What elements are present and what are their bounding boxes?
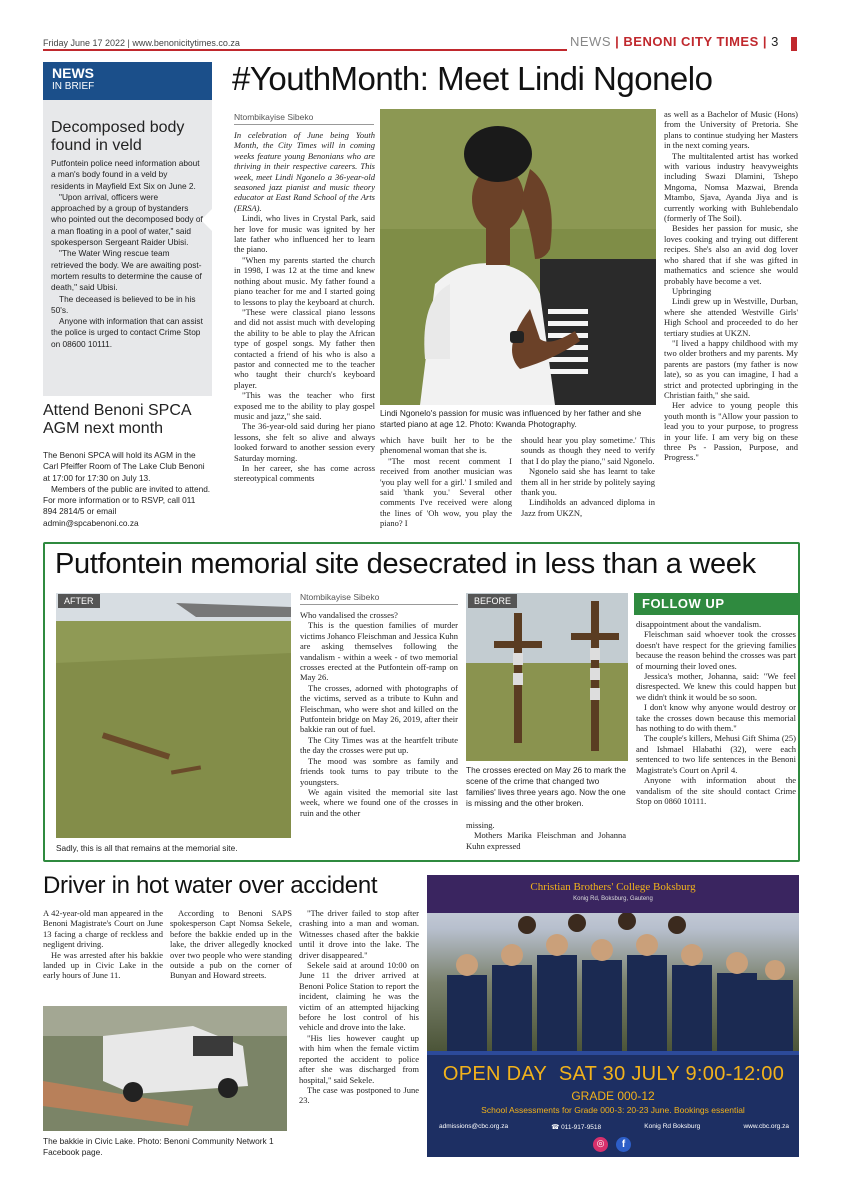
masthead-date-url: Friday June 17 2022 | www.benonicitytimes.co.za	[43, 38, 240, 48]
paragraph: A 42-year-old man appeared in the Benoni Magistrate's Court on June 13 facing a charge of reckless and negligent driving.	[43, 908, 163, 950]
paragraph: The couple's killers, Mehusi Gift Shima (25) and Ishmael Hlabathi (32), were each sentenced to two life sentences in the Benoni Magistrate's Court on April 4.	[636, 733, 796, 775]
paragraph: The mood was sombre as family and friends took turns to pay tribute to the youngsters.	[300, 755, 458, 787]
paragraph: Members of the public are invited to attend. For more information or to RSVP, call 011 894 2814/5 or email admin@spcabenoni.co.za	[43, 483, 211, 528]
paragraph: which have built her to be the phenomenal woman that she is.	[380, 435, 512, 456]
after-caption: Sadly, this is all that remains at the memorial site.	[56, 843, 238, 853]
subhead-upbringing: Upbringing	[672, 285, 712, 296]
paragraph: The Benoni SPCA will hold its AGM in the Carl Pfeiffer Room of The Lake Club Benoni at 17:00 for 17:30 on July 13.	[43, 450, 205, 483]
paragraph: Lindi grew up in Westville, Durban, where she attended Westville Girls' High School and proceeded to do her tertiary studies at UKZN.	[664, 296, 798, 338]
putfontein-column-1	[300, 610, 458, 818]
ad-phone-group	[551, 1123, 601, 1131]
ad-open-day-label: OPEN DAY	[442, 1063, 548, 1085]
paragraph: This is the question families of murder victims Johanco Fleischman and Jessica Kuhn are asking themselves following the vandalism - within a week - of two memorial crosses erected at the Putfontein off-ramp on May 26.	[300, 620, 458, 683]
cbc-open-day-advert[interactable]	[427, 875, 799, 1157]
brief-story-body	[51, 158, 203, 350]
paragraph: The deceased is believed to be in his 50's.	[51, 293, 196, 315]
youthmonth-headline: #YouthMonth: Meet Lindi Ngonelo	[232, 60, 713, 97]
paragraph: should hear you play sometime.' This sounds as though they need to verify that I do play the piano," said Ngonelo.	[521, 435, 655, 466]
paragraph: The City Times was at the heartfelt tribute the day the crosses were put up.	[300, 734, 458, 756]
paragraph: Ngonelo said she has learnt to take them all in her stride by politely saying thank you.	[521, 466, 655, 498]
ad-email[interactable]: admissions@cbc.org.za	[439, 1123, 509, 1130]
ad-address: Konig Rd Boksburg	[644, 1123, 701, 1130]
paragraph: Anyone with information about the vandalism of the site should contact Crime Stop on 0860 10111.	[636, 775, 796, 806]
brief-headline-spca: Attend Benoni SPCA AGM next month	[43, 402, 191, 437]
paragraph: Jessica's mother, Johanna, said: "We feel disrespected. We knew this could happen but we didn't think it would be so soon.	[636, 671, 796, 702]
paragraph: Sekele said at around 10:00 on June 11 the driver arrived at Benoni Police Station to report the incident, claiming he was the victim of an attempted hijacking before he lost control of his vehicle and drove into the lake.	[299, 960, 419, 1033]
paragraph: I don't know why anyone would destroy or take the crosses down because this memorial has nothing to do with them."	[636, 702, 796, 734]
news-in-brief-tab	[43, 62, 212, 100]
paragraph: Putfontein police need information about a man's body found in a veld by residents in Mayfield Ext Six on June 2.	[51, 158, 200, 191]
paragraph: Who vandalised the crosses?	[300, 610, 398, 620]
before-caption: The crosses erected on May 26 to mark the scene of the crime that changed two families' lives three years ago. Now the one is missing and the other broken.	[466, 765, 627, 808]
brief-headline-body: Decomposed body found in veld	[51, 119, 185, 154]
paragraph: "The Water Wing rescue team retrieved the body. We are awaiting post-mortem results to determine the cause of death," said Ubisi.	[51, 248, 202, 293]
lindi-ngonelo-photo	[380, 109, 656, 405]
youthmonth-column-3	[521, 435, 655, 518]
paragraph: "These were classical piano lessons and did not assist much with developing the ability to be able to play the African type of gospel songs. My father then contacted a friend of his who is also a pastor and connected me to the teacher who taught their church's keyboard player.	[234, 306, 375, 390]
putfontein-byline: Ntombikayise Sibeko	[300, 592, 380, 602]
youthmonth-byline: Ntombikayise Sibeko	[234, 112, 314, 122]
paragraph: Mothers Marika Fleischman and Johanna Kuhn expressed	[466, 830, 626, 851]
paragraph: missing.	[466, 820, 495, 830]
phone-icon: ☎	[551, 1124, 562, 1131]
facebook-icon[interactable]: f	[616, 1137, 631, 1152]
paragraph: "When my parents started the church in 1998, I was 12 at the time and knew nothing about music. My father found a piano teacher for me and I started going to lessons to play the keyboard at church.	[234, 254, 375, 307]
news-in-brief-title: NEWS	[52, 65, 94, 81]
paragraph: We again visited the memorial site last week, where we found one of the crosses in ruin and the other	[300, 786, 458, 818]
paragraph: Lindi, who lives in Crystal Park, said her love for music was ignited by her late father who influenced her to learn the piano.	[234, 213, 375, 255]
paragraph: "This was the teacher who first exposed me to the ability to play gospel music and jazz," she said.	[234, 390, 375, 421]
students-group-illustration	[427, 905, 799, 1055]
ad-grades: GRADE 000-12	[571, 1089, 655, 1103]
paragraph: Besides her passion for music, she loves cooking and trying out different recipes. She's also an avid dog lover who shared that if she was gifted in mathematics and science she would probably have become a vet.	[664, 223, 798, 286]
bakkie-in-lake-photo	[43, 1006, 287, 1131]
ad-school-address-top: Konig Rd, Boksburg, Gauteng	[573, 896, 653, 902]
paragraph: The case was postponed to June 23.	[299, 1084, 419, 1106]
follow-up-banner: FOLLOW UP	[634, 593, 798, 615]
ad-assessments: School Assessments for Grade 000-3: 20-23 June. Bookings essential	[481, 1105, 745, 1115]
instagram-icon[interactable]: ◎	[593, 1137, 608, 1152]
paragraph: disappointment about the vandalism.	[636, 619, 762, 629]
paragraph: "His lies however caught up with him when the female victim reported the accident to police after she was discharged from hospital," said Sekele.	[299, 1032, 419, 1085]
paragraph: Her advice to young people this youth month is "Allow your passion to lead you to your purpose, to progress in your life. I am very big on these three Ps - Passion, Purpose, and Progress."	[664, 400, 798, 463]
paragraph: Fleischman said whoever took the crosses doesn't have respect for the grieving families because the reason behind the crosses was part of mourning their loved ones.	[636, 629, 796, 671]
ad-website[interactable]: www.cbc.org.za	[743, 1123, 789, 1130]
before-tag: BEFORE	[468, 594, 517, 608]
memorial-after-illustration	[56, 593, 291, 838]
paragraph: The crosses, adorned with photographs of the victims, served as a tribute to Kuhn and Fleischman, who were shot and killed on the Putfontein bridge on May 26, 2019, after their bakkie ran out of fuel.	[300, 682, 458, 735]
paragraph: Lindiholds an advanced diploma in Jazz from UKZN,	[521, 497, 655, 518]
youthmonth-photo-caption: Lindi Ngonelo's passion for music was influenced by her father and she started piano at age 12. Photo: Kwanda Photography.	[380, 408, 642, 429]
youthmonth-column-4	[664, 109, 798, 463]
driver-headline: Driver in hot water over accident	[43, 872, 378, 899]
memorial-before-illustration	[466, 593, 628, 761]
byline-rule	[300, 604, 458, 605]
paragraph: He was arrested after his bakkie landed up in Civic Lake in the early hours of June 11.	[43, 949, 163, 981]
putfontein-headline: Putfontein memorial site desecrated in less than a week	[55, 548, 756, 580]
paragraph: as well as a Bachelor of Music (Hons) from the University of Pretoria. She plans to continue studying her Masters in the next coming years.	[664, 109, 798, 151]
news-in-brief-subtitle: IN BRIEF	[52, 81, 95, 92]
youthmonth-column-2	[380, 435, 512, 529]
bakkie-illustration	[43, 1006, 287, 1131]
youthmonth-intro: In celebration of June being Youth Month, the City Times will in coming weeks feature young Benonians who are thriving in their respective careers. This week, meet Lindi Ngonelo a 36-year-old seasoned jazz pianist and music theory educator at East Rand School of the Arts (ERSA).	[234, 130, 375, 213]
driver-photo-caption: The bakkie in Civic Lake. Photo: Benoni Community Network 1 Facebook page.	[43, 1136, 274, 1157]
putfontein-column-2	[466, 820, 626, 851]
paragraph: "Upon arrival, officers were approached by a group of bystanders who pointed out the decomposed body of a man floating in a pool of water," said spokesperson Sergeant Raider Ubisi.	[51, 191, 203, 248]
paragraph: The 36-year-old said during her piano lessons, she felt so alive and always looked forward to another session every Saturday morning.	[234, 421, 375, 463]
portrait-illustration	[380, 109, 656, 405]
masthead-marker	[791, 37, 797, 51]
after-tag: AFTER	[58, 594, 100, 608]
byline-rule	[234, 124, 374, 125]
memorial-before-photo	[466, 593, 628, 761]
ad-contact-row	[439, 1123, 789, 1131]
putfontein-column-3	[636, 619, 796, 806]
youthmonth-column-1	[234, 130, 375, 484]
masthead-rule	[43, 49, 567, 51]
ad-open-day	[441, 1063, 786, 1086]
masthead-right: NEWS | BENONI CITY TIMES | 3	[570, 34, 779, 49]
brief-story-spca	[43, 450, 211, 529]
page-number: 3	[771, 34, 779, 49]
paragraph: In her career, she has come across stereotypical comments	[234, 463, 375, 484]
paper-name: BENONI CITY TIMES	[623, 34, 759, 49]
paragraph: According to Benoni SAPS spokesperson Capt Nomsa Sekele, before the bakkie ended up in the lake, the driver allegedly knocked over two people who were standing outside a pub on the corner of Bunyan and Howard streets.	[170, 908, 292, 981]
memorial-after-photo	[56, 593, 291, 838]
ad-school-name: Christian Brothers' College Boksburg	[530, 881, 696, 893]
section-label: NEWS	[570, 34, 611, 49]
driver-column-1	[43, 908, 163, 981]
paragraph: "The driver failed to stop after crashing into a man and woman. Witnesses chased after the bakkie until it drove into the lake. The driver disappeared."	[299, 908, 419, 960]
paragraph: "I lived a happy childhood with my two older brothers and my parents. My parents are pastors (my father is now late), so as you can imagine, I had a strict and protected upbringing in the Christian faith," she said.	[664, 337, 798, 400]
paragraph: Anyone with information that can assist the police is urged to contact Crime Stop on 08600 10111.	[51, 316, 203, 349]
paragraph: "The most recent comment I received from another musician was 'you play well for a girl.' I smiled and said 'thank you.' Several other comments I've received were along the lines of 'Oh wow, you play the piano? I	[380, 455, 512, 529]
paragraph: The multitalented artist has worked with various industry heavyweights including Swazi Dlamini, Tshepo Mngoma, Nomsa Mazwai, Brenda Mtambo, Sjava, Ayanda Jiya and is currently working with Buhlebendalo (formerly of The Soil).	[664, 150, 798, 224]
ad-phone[interactable]: 011-917-9518	[561, 1124, 602, 1131]
driver-column-2	[170, 908, 292, 981]
driver-column-3	[299, 908, 419, 1106]
ad-date-time: SAT 30 JULY 9:00-12:00	[558, 1063, 785, 1085]
